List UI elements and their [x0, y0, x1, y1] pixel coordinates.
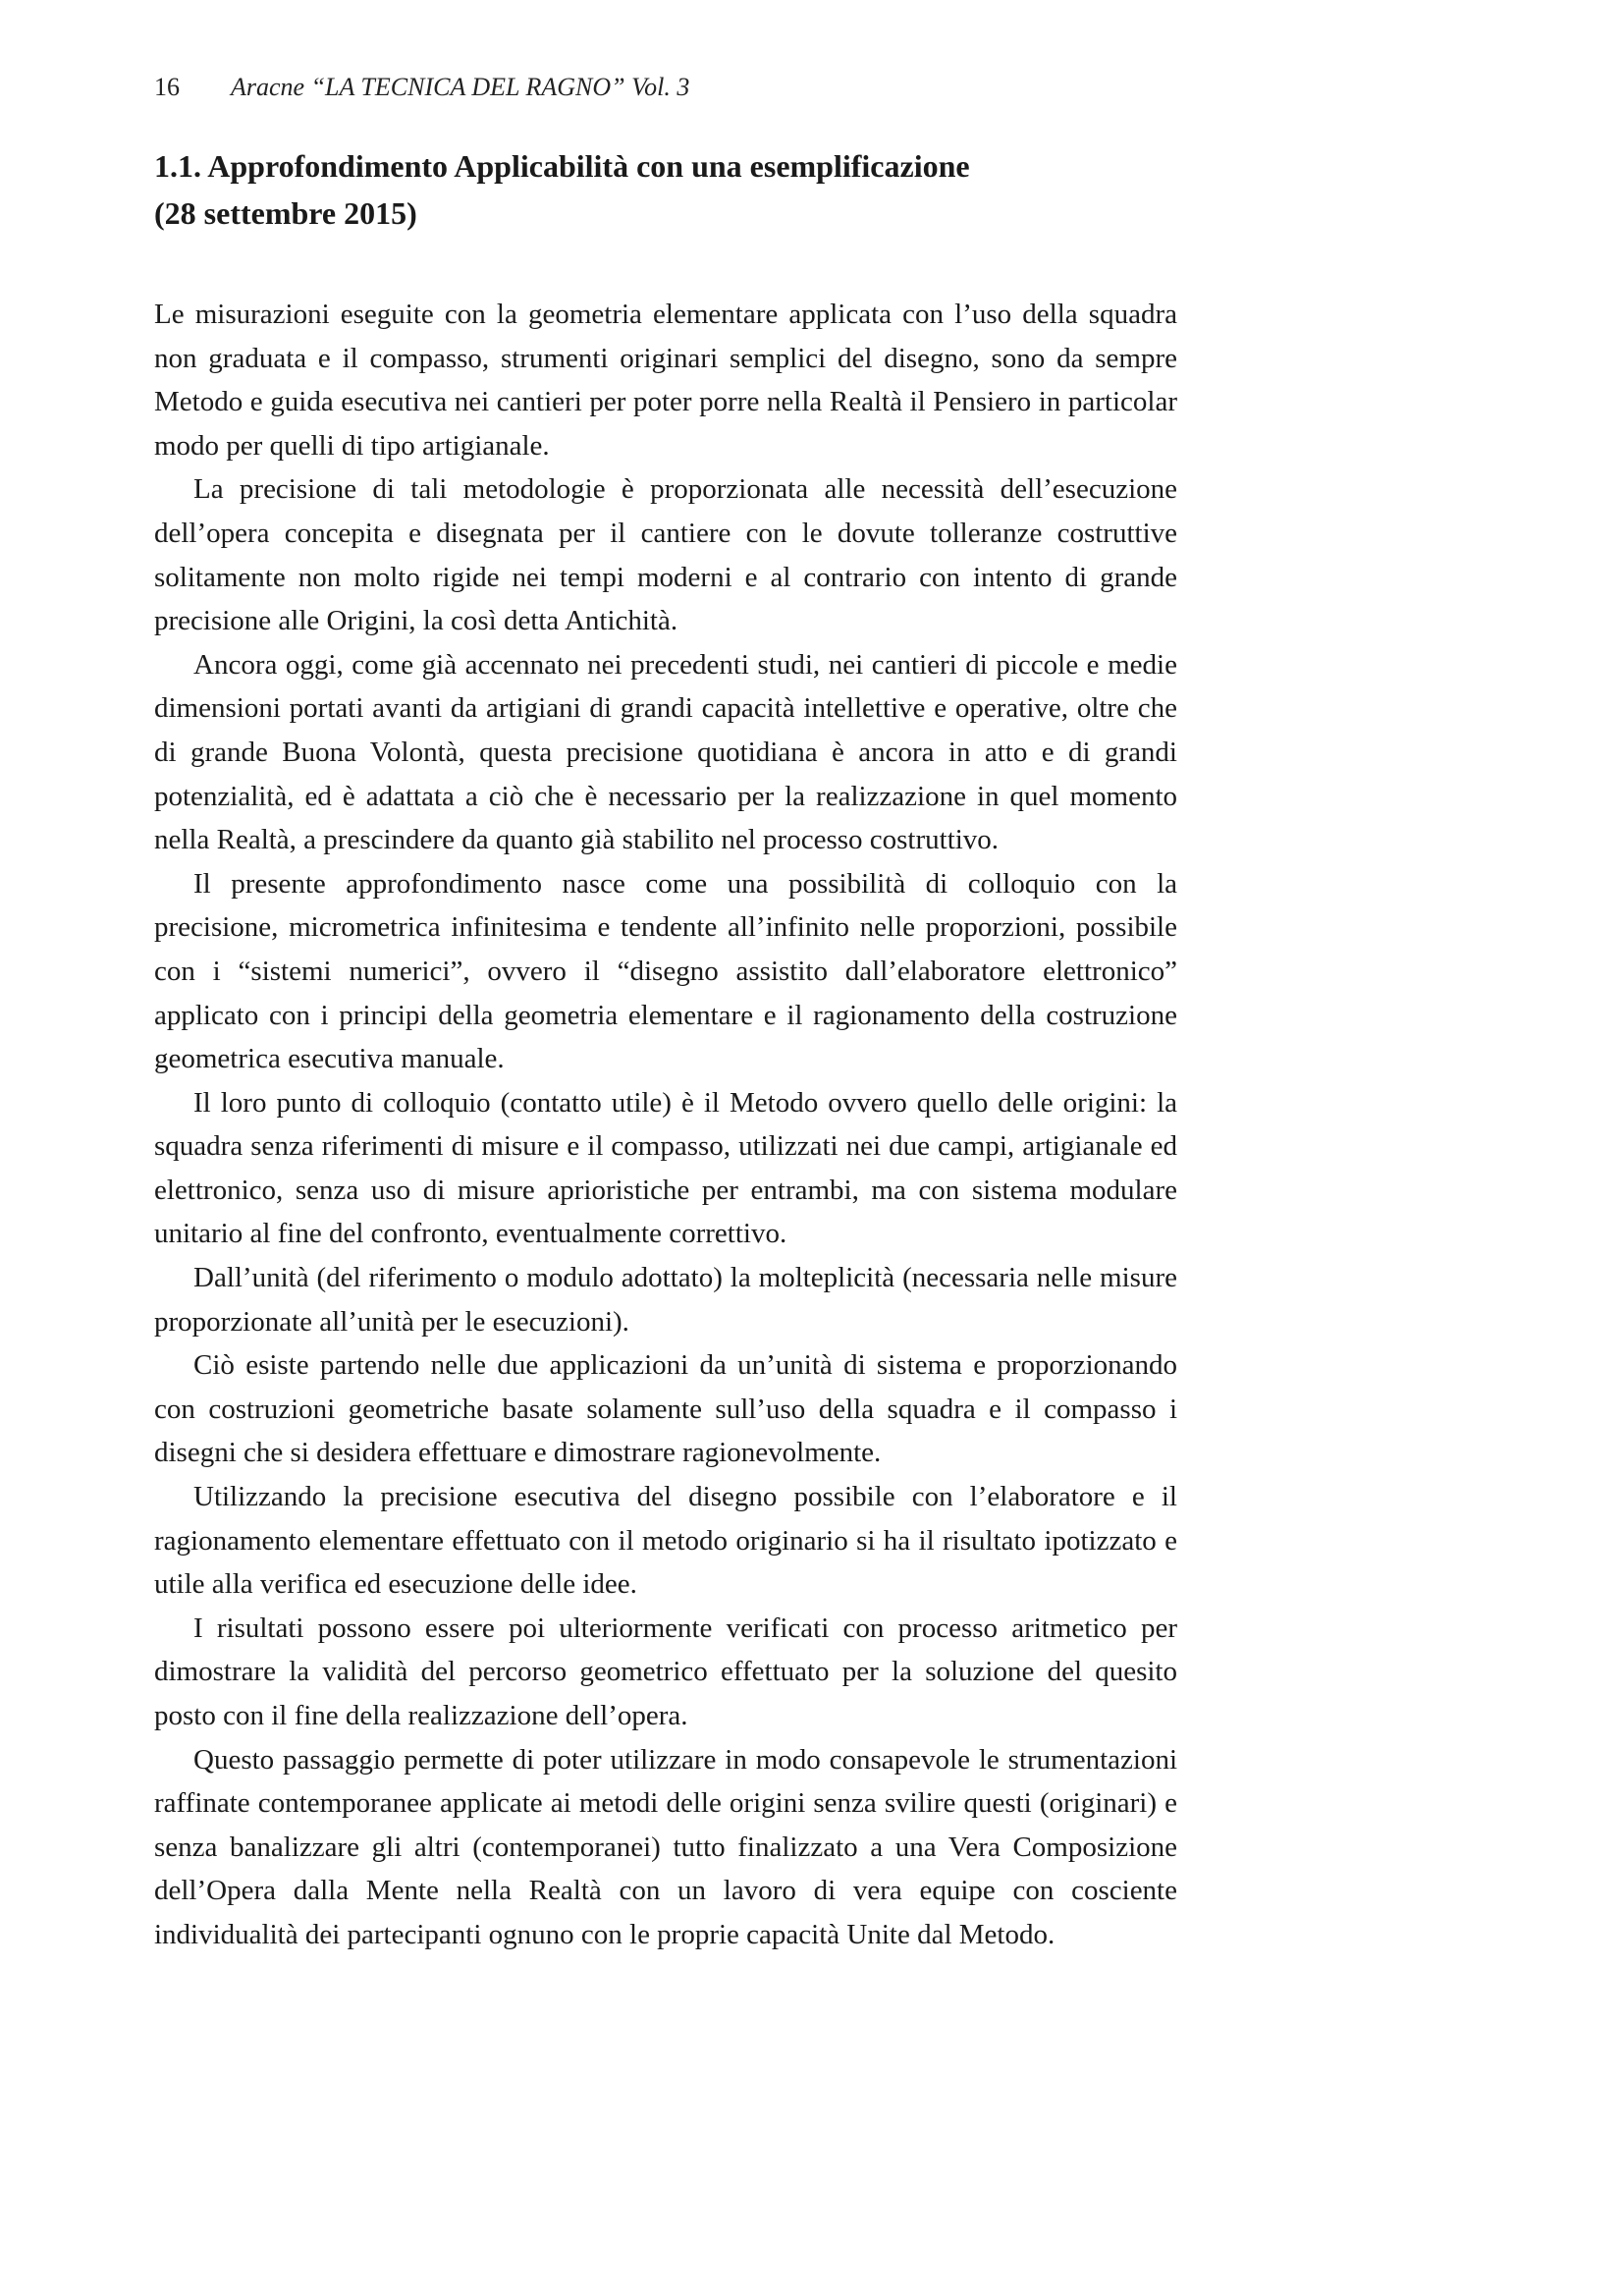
paragraph: Ancora oggi, come già accennato nei precedenti studi, nei cantieri di piccole e medie dimensioni portati avanti da artigiani di grandi capacità intellettive e operative, oltre che di grande Buona Volontà, questa precisione quotidiana è ancora in atto e di grandi potenzialità, ed è adattata a ciò che è necessario per la realizzazione in quel momento nella Realtà, a prescindere da quanto già stabilito nel processo costruttivo.: [154, 648, 1177, 856]
section-date: (28 settembre 2015): [154, 195, 417, 231]
paragraph: Utilizzando la precisione esecutiva del disegno possibile con l’elaboratore e il ragionamento elementare effettuato con il metodo originario si ha il risultato ipotizzato e utile alla verifica ed esecuzione delle idee.: [154, 1481, 1177, 1601]
paragraph: I risultati possono essere poi ulteriormente verificati con processo aritmetico per dimostrare la validità del percorso geometrico effettuato per la soluzione del quesito posto con il fine della realizzazione dell’opera.: [154, 1612, 1177, 1731]
section-title-line-1: 1.1. Approfondimento Applicabilità con una esemplificazione: [154, 148, 970, 184]
body-text: [154, 293, 1177, 1957]
paragraph: Dall’unità (del riferimento o modulo adottato) la molteplicità (necessaria nelle misure proporzionate all’unità per le esecuzioni).: [154, 1262, 1177, 1338]
paragraph: Le misurazioni eseguite con la geometria elementare applicata con l’uso della squadra non graduata e il compasso, strumenti originari semplici del disegno, sono da sempre Metodo e guida esecutiva nei cantieri per poter porre nella Realtà il Pensiero in particolar modo per quelli di tipo artigianale.: [154, 299, 1177, 462]
running-header: [154, 71, 689, 104]
paragraph: Il loro punto di colloquio (contatto utile) è il Metodo ovvero quello delle origini: la squadra senza riferimenti di misure e il compasso, utilizzati nei due campi, artigianale ed elettronico, senza uso di misure aprioristiche per entrambi, ma con sistema modulare unitario al fine del confronto, eventualmente correttivo.: [154, 1086, 1177, 1250]
paragraph: Il presente approfondimento nasce come una possibilità di colloquio con la precisione, micrometrica infinitesima e tendente all’infinito nelle proporzioni, possibile con i “sistemi numerici”, ovvero il “disegno assistito dall’elaboratore elettronico” applicato con i principi della geometria elementare e il ragionamento della costruzione geometrica esecutiva manuale.: [154, 867, 1177, 1075]
section-title: [154, 142, 1185, 237]
page-number: 16: [154, 73, 180, 101]
running-title: Aracne “LA TECNICA DEL RAGNO” Vol. 3: [231, 73, 690, 101]
paragraph: La precisione di tali metodologie è proporzionata alle necessità dell’esecuzione dell’opera concepita e disegnata per il cantiere con le dovute tolleranze costruttive solitamente non molto rigide nei tempi moderni e al contrario con intento di grande precisione alle Origini, la così detta Antichità.: [154, 473, 1177, 637]
paragraph: Ciò esiste partendo nelle due applicazioni da un’unità di sistema e proporzionando con costruzioni geometriche basate solamente sull’uso della squadra e il compasso i disegni che si desidera effettuare e dimostrare ragionevolmente.: [154, 1349, 1177, 1469]
paragraph: Questo passaggio permette di poter utilizzare in modo consapevole le strumentazioni raffinate contemporanee applicate ai metodi delle origini senza svilire questi (originari) e senza banalizzare gli altri (contemporanei) tutto finalizzato a una Vera Composizione dell’Opera dalla Mente nella Realtà con un lavoro di vera equipe con cosciente individualità dei partecipanti ognuno con le proprie capacità Unite dal Metodo.: [154, 1743, 1177, 1950]
